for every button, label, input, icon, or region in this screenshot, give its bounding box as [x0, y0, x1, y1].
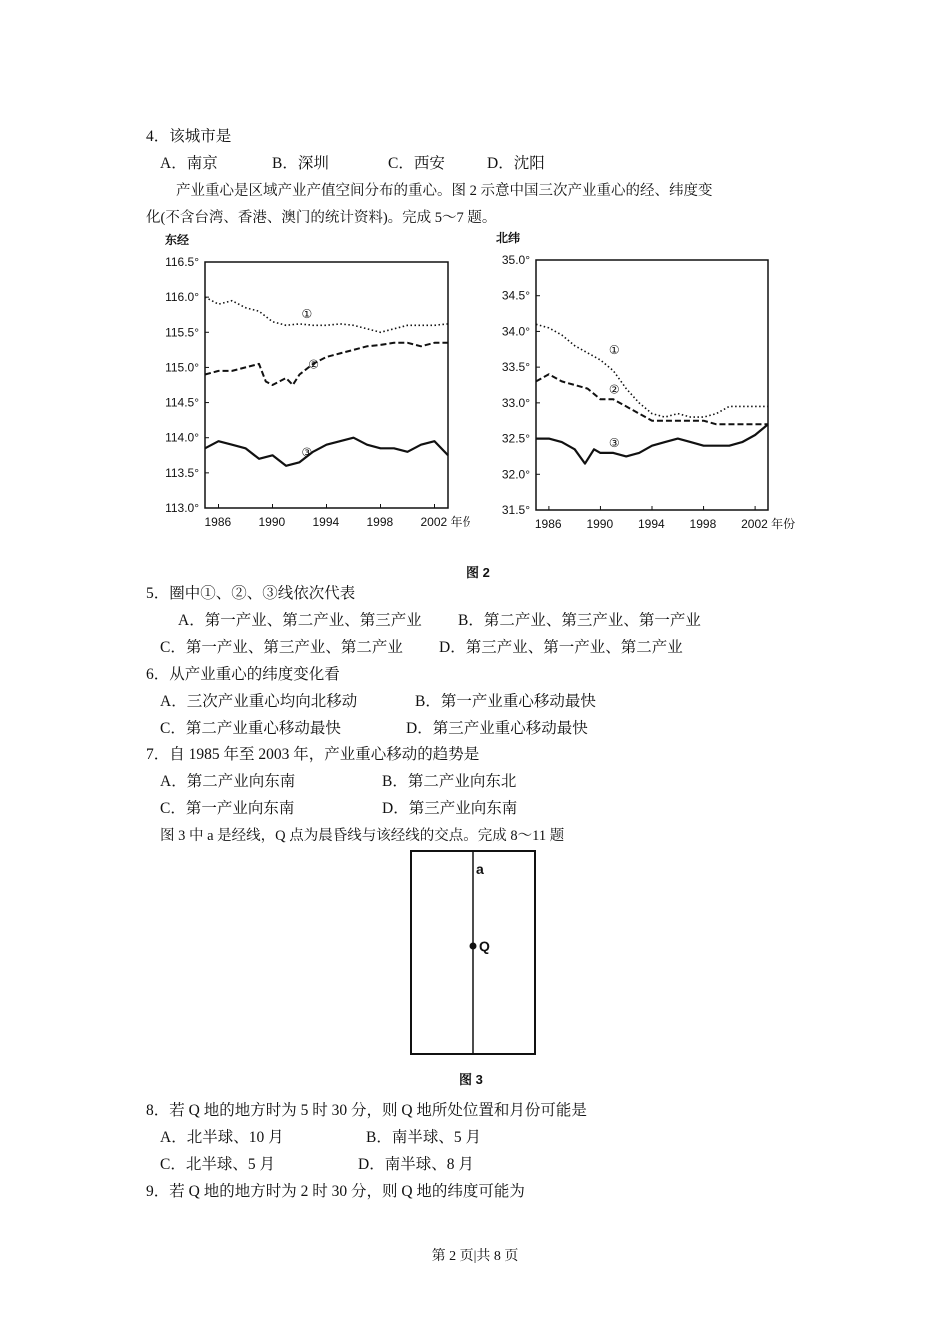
- x-tick-label: 2002 年份: [420, 515, 470, 529]
- y-tick-label: 34.5°: [501, 288, 530, 303]
- q7-option-a: A．第二产业向东南: [160, 773, 296, 790]
- longitude-chart: [150, 228, 470, 543]
- longitude-chart-svg: [150, 228, 470, 538]
- q8-option-d: D．南半球、8 月: [358, 1156, 474, 1173]
- y-tick-label: 32.0°: [501, 467, 530, 482]
- q5-option-d: D．第三产业、第一产业、第二产业: [439, 639, 683, 656]
- q5-option-c: C．第一产业、第三产业、第二产业: [160, 639, 403, 656]
- y-tick-label: 31.5°: [501, 503, 530, 517]
- q7-option-b: B．第二产业向东北: [382, 773, 517, 790]
- series-label-2: ②: [308, 357, 320, 372]
- x-tick-label: 1986: [204, 515, 232, 529]
- y-tick-label: 113.0°: [165, 501, 199, 515]
- q8-option-b: B．南半球、5 月: [366, 1129, 481, 1146]
- series-label-1: ①: [608, 343, 620, 357]
- y-tick-label: 116.5°: [165, 255, 199, 269]
- y-tick-label: 33.0°: [501, 395, 530, 410]
- page-footer: 第 2 页|共 8 页: [431, 1249, 519, 1264]
- figure-3-svg: [400, 845, 550, 1095]
- latitude-chart: [478, 228, 808, 543]
- y-tick-label: 113.5°: [165, 465, 199, 480]
- fig3-caption: 图 3: [459, 1072, 483, 1087]
- y-tick-label: 115.5°: [165, 325, 199, 340]
- figure-3: [400, 845, 550, 1100]
- q7-stem: 7．自 1985 年至 2003 年，产业重心移动的趋势是: [146, 746, 480, 763]
- fig2-caption: 图 2: [466, 565, 490, 580]
- series-line-3: [536, 424, 768, 463]
- q8-option-c: C．北半球、5 月: [160, 1156, 275, 1173]
- series-label-1: ①: [301, 306, 313, 321]
- plot-frame: [536, 260, 768, 510]
- x-tick-label: 1994: [312, 515, 340, 529]
- y-tick-label: 33.5°: [501, 360, 530, 375]
- q6-option-c: C．第二产业重心移动最快: [160, 720, 341, 737]
- y-axis-label: 北纬: [496, 231, 521, 245]
- q9-stem: 9．若 Q 地的地方时为 2 时 30 分，则 Q 地的纬度可能为: [146, 1183, 525, 1200]
- y-tick-label: 34.0°: [501, 324, 530, 339]
- q6-option-d: D．第三产业重心移动最快: [406, 720, 588, 737]
- x-tick-label: 1994: [638, 517, 665, 531]
- q6-option-a: A．三次产业重心均向北移动: [160, 693, 358, 710]
- series-line-2: [205, 343, 448, 385]
- x-tick-label: 1990: [258, 515, 286, 529]
- y-tick-label: 114.0°: [165, 430, 199, 445]
- q4-option-b: B．深圳: [272, 155, 329, 172]
- series-line-2: [536, 374, 768, 424]
- label-q: Q: [479, 938, 490, 954]
- q6-stem: 6．从产业重心的纬度变化看: [146, 666, 340, 683]
- q5-option-a: A．第一产业、第二产业、第三产业: [178, 612, 422, 629]
- series-line-3: [205, 438, 448, 466]
- q8-option-a: A．北半球、10 月: [160, 1129, 284, 1146]
- y-tick-label: 115.0°: [165, 360, 199, 375]
- q4-option-d: D．沈阳: [487, 155, 545, 172]
- series-label-2: ②: [608, 382, 620, 397]
- q6-option-b: B．第一产业重心移动最快: [415, 693, 596, 710]
- series-line-1: [205, 297, 448, 332]
- y-tick-label: 35.0°: [501, 253, 530, 267]
- intro-5-7-line2: 化(不含台湾、香港、澳门的统计资料)。完成 5～7 题。: [146, 210, 497, 226]
- latitude-chart-svg: [478, 228, 808, 538]
- x-tick-label: 1986: [534, 517, 562, 531]
- x-tick-label: 2002 年份: [741, 517, 796, 531]
- intro-8-11: 图 3 中 a 是经线，Q 点为晨昏线与该经线的交点。完成 8～11 题: [160, 828, 565, 844]
- x-tick-label: 1990: [586, 517, 614, 531]
- y-tick-label: 32.5°: [501, 431, 530, 446]
- intro-5-7-line1: 产业重心是区域产业产值空间分布的重心。图 2 示意中国三次产业重心的经、纬度变: [176, 183, 713, 199]
- point-q: [470, 943, 477, 950]
- q8-stem: 8．若 Q 地的地方时为 5 时 30 分，则 Q 地所处位置和月份可能是: [146, 1102, 587, 1119]
- q4-option-a: A．南京: [160, 155, 218, 172]
- y-tick-label: 116.0°: [165, 290, 199, 305]
- label-a: a: [476, 861, 484, 877]
- q5-option-b: B．第二产业、第三产业、第一产业: [458, 612, 701, 629]
- plot-frame: [205, 262, 448, 508]
- x-tick-label: 1998: [366, 515, 394, 529]
- series-line-1: [536, 324, 768, 417]
- q5-stem: 5．圈中①、②、③线依次代表: [146, 585, 356, 602]
- q4-stem: 4．该城市是: [146, 128, 232, 145]
- series-label-3: ③: [608, 435, 620, 450]
- q7-option-d: D．第三产业向东南: [382, 800, 518, 817]
- q7-option-c: C．第一产业向东南: [160, 800, 295, 817]
- y-tick-label: 114.5°: [165, 395, 199, 410]
- x-tick-label: 1998: [689, 517, 717, 531]
- series-label-3: ③: [301, 445, 313, 460]
- q4-option-c: C．西安: [388, 155, 445, 172]
- y-axis-label: 东经: [165, 233, 190, 247]
